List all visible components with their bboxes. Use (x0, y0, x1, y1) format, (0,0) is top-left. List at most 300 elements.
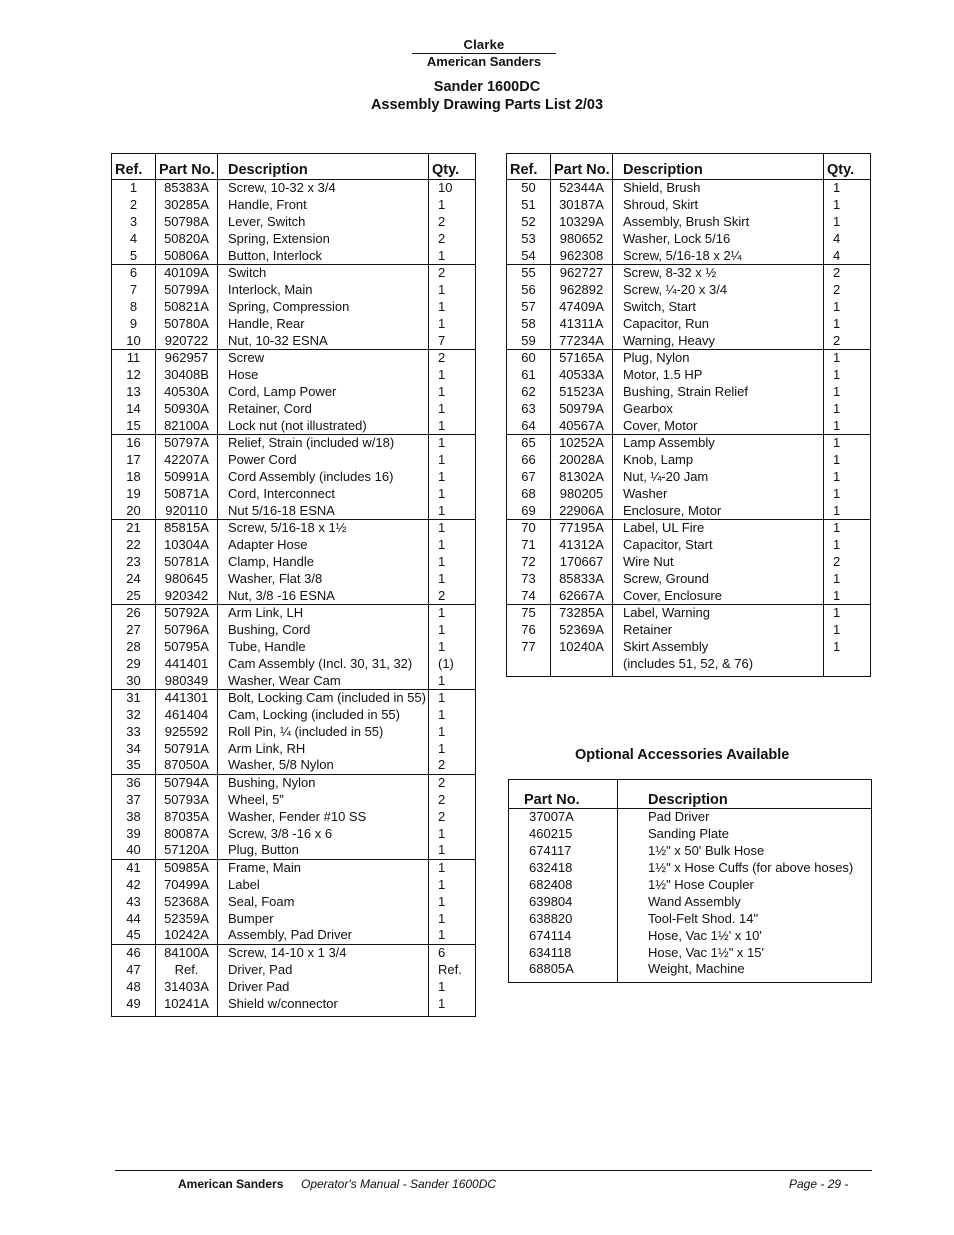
cell-qty: 2 (438, 587, 446, 603)
cell-ref: 73 (507, 570, 551, 587)
cell-ref: 53 (507, 230, 551, 247)
cell-qty: 1 (438, 910, 446, 926)
cell-description: Shield w/connector (218, 995, 429, 1016)
footer-manual-title: Operator's Manual - Sander 1600DC (301, 1177, 497, 1191)
cell-qty: 2 (438, 792, 446, 808)
cell-qty: 1 (438, 893, 446, 909)
cell-ref: 60 (507, 349, 551, 366)
cell-qty: 1 (438, 638, 446, 654)
table-row (112, 877, 476, 894)
cell-ref: 47 (112, 962, 156, 979)
table-row (112, 349, 476, 366)
header-part-no: Part No. (156, 154, 218, 180)
logo-top-text: Clarke (463, 37, 505, 52)
table-row (507, 570, 871, 587)
table-row (507, 384, 871, 401)
cell-description: Cord Assembly (includes 16) (218, 469, 429, 486)
cell-ref: 13 (112, 384, 156, 401)
table-row (112, 299, 476, 316)
cell-qty: 1 (438, 707, 446, 723)
cell-ref: 67 (507, 469, 551, 486)
table-row (112, 978, 476, 995)
cell-qty: 1 (429, 689, 476, 706)
cell-part-no: 30187A (551, 197, 613, 214)
cell-part-no: 962727 (551, 264, 613, 281)
cell-ref: 74 (507, 587, 551, 604)
cell-description: Washer, Wear Cam (218, 672, 429, 689)
cell-description: Interlock, Main (218, 282, 429, 299)
cell-qty: 4 (833, 247, 841, 263)
cell-ref: 35 (112, 757, 156, 774)
cell-part-no: 50979A (551, 400, 613, 417)
cell-description: Screw, 10-32 x 3/4 (218, 180, 429, 197)
table-row (112, 230, 476, 247)
table-row (509, 843, 872, 860)
cell-description: 1½" x Hose Cuffs (for above hoses) (648, 860, 854, 876)
accessories-title: Optional Accessories Available (575, 747, 790, 763)
table-row (112, 434, 476, 451)
cell-description: Plug, Button (218, 842, 429, 859)
cell-part-no: 41312A (551, 537, 613, 554)
cell-description: Driver Pad (218, 978, 429, 995)
cell-part-no: 50794A (156, 774, 218, 791)
cell-qty: 1 (824, 604, 871, 621)
cell-ref: 41 (112, 859, 156, 876)
table-row (507, 655, 871, 676)
cell-qty: 7 (438, 332, 446, 348)
table-row (112, 485, 476, 502)
table-row (507, 282, 871, 299)
cell-part-no: 980652 (551, 230, 613, 247)
table-row (112, 537, 476, 554)
cell-description: Bumper (218, 910, 429, 927)
cell-qty: (1) (438, 655, 454, 671)
cell-ref: 3 (112, 214, 156, 231)
table-row (112, 655, 476, 672)
cell-ref: 6 (112, 264, 156, 281)
cell-description: 1½" Hose Coupler (648, 877, 754, 892)
cell-description: Washer, Fender #10 SS (218, 808, 429, 825)
cell-part-no: 170667 (551, 554, 613, 571)
cell-description: Handle, Front (218, 197, 429, 214)
cell-qty: 1 (438, 502, 446, 518)
cell-qty: 1 (438, 927, 446, 943)
table-row (112, 825, 476, 842)
cell-part-no: 10252A (551, 434, 613, 451)
cell-part-no: 639804 (509, 893, 618, 910)
table-row (112, 247, 476, 264)
cell-qty: 1 (438, 672, 446, 688)
table-row (112, 962, 476, 979)
cell-qty: 1 (438, 367, 446, 383)
cell-description: Capacitor, Start (613, 537, 824, 554)
cell-part-no: 52344A (551, 180, 613, 197)
logo-bottom-text: American Sanders (426, 54, 542, 69)
cell-description: Arm Link, RH (218, 740, 429, 757)
footer-divider (115, 1170, 872, 1171)
cell-part-no: 920342 (156, 587, 218, 604)
cell-ref: 76 (507, 622, 551, 639)
cell-qty: 2 (438, 808, 446, 824)
header-description: Description (218, 154, 429, 180)
table-row (507, 639, 871, 656)
cell-ref: 48 (112, 978, 156, 995)
cell-part-no: Ref. (156, 962, 218, 979)
table-row (509, 910, 872, 927)
cell-ref: 59 (507, 332, 551, 349)
table-row (507, 537, 871, 554)
cell-description: Spring, Extension (218, 230, 429, 247)
table-header-row (112, 154, 476, 180)
cell-qty: 1 (438, 877, 446, 893)
cell-ref: 10 (112, 332, 156, 349)
cell-part-no: 674117 (509, 843, 618, 860)
cell-ref: 70 (507, 519, 551, 536)
cell-description: Wire Nut (613, 554, 824, 571)
table-row (112, 944, 476, 961)
cell-qty: 1 (438, 978, 446, 994)
cell-qty: 1 (833, 587, 841, 603)
cell-part-no: 50795A (156, 639, 218, 656)
cell-qty: 1 (833, 638, 841, 654)
table-row (112, 282, 476, 299)
table-row (112, 315, 476, 332)
accessories-table (508, 779, 872, 983)
header-ref: Ref. (112, 154, 156, 180)
cell-description: Gearbox (613, 400, 824, 417)
cell-ref: 42 (112, 877, 156, 894)
cell-description: Handle, Rear (218, 315, 429, 332)
cell-description: Hose (218, 367, 429, 384)
cell-qty: 2 (438, 230, 446, 246)
cell-description: Cord, Lamp Power (218, 384, 429, 401)
cell-part-no: 52368A (156, 893, 218, 910)
cell-part-no: 40567A (551, 417, 613, 434)
cell-ref: 20 (112, 502, 156, 519)
cell-qty: 1 (833, 298, 841, 314)
cell-description: Sanding Plate (648, 826, 729, 842)
table-row (509, 877, 872, 894)
cell-ref: 68 (507, 485, 551, 502)
table-row (507, 367, 871, 384)
cell-ref: 57 (507, 299, 551, 316)
cell-qty: 1 (438, 723, 446, 739)
header-ref: Ref. (507, 154, 551, 180)
cell-description: Tube, Handle (218, 639, 429, 656)
cell-qty: 2 (429, 264, 476, 281)
cell-qty: 1 (438, 452, 446, 468)
table-row (507, 622, 871, 639)
table-row (112, 587, 476, 604)
cell-part-no: 80087A (156, 825, 218, 842)
cell-ref: 39 (112, 825, 156, 842)
cell-part-no: 50806A (156, 247, 218, 264)
cell-qty: 1 (438, 842, 446, 858)
cell-qty: 6 (429, 944, 476, 961)
cell-qty: 1 (833, 367, 841, 383)
cell-qty: 1 (833, 622, 841, 638)
cell-ref: 11 (112, 349, 156, 366)
cell-ref: 64 (507, 417, 551, 434)
cell-qty: 1 (833, 502, 841, 518)
cell-ref: 4 (112, 230, 156, 247)
cell-description: Knob, Lamp (613, 452, 824, 469)
cell-description: Assembly, Brush Skirt (613, 214, 824, 231)
cell-part-no: 638820 (509, 910, 618, 927)
header-part-no: Part No. (551, 154, 613, 180)
table-row (509, 860, 872, 877)
cell-description: Warning, Heavy (613, 332, 824, 349)
cell-description: Arm Link, LH (218, 604, 429, 621)
table-row (507, 519, 871, 536)
table-row (112, 672, 476, 689)
cell-part-no: 40109A (156, 264, 218, 281)
cell-ref: 21 (112, 519, 156, 536)
cell-part-no: 84100A (156, 944, 218, 961)
cell-part-no: 87050A (156, 757, 218, 774)
cell-ref: 43 (112, 893, 156, 910)
cell-part-no: 85383A (156, 180, 218, 197)
table-row (112, 502, 476, 519)
cell-qty: 1 (438, 247, 446, 263)
cell-part-no: 30408B (156, 367, 218, 384)
cell-ref: 23 (112, 554, 156, 571)
cell-part-no: 50796A (156, 622, 218, 639)
cell-part-no: 82100A (156, 417, 218, 434)
cell-part-no: 441401 (156, 655, 218, 672)
cell-part-no: 73285A (551, 604, 613, 621)
cell-ref: 2 (112, 197, 156, 214)
cell-part-no: 50821A (156, 299, 218, 316)
cell-ref: 66 (507, 452, 551, 469)
cell-ref: 58 (507, 315, 551, 332)
table-row (507, 502, 871, 519)
cell-part-no: 77195A (551, 519, 613, 536)
cell-ref: 50 (507, 180, 551, 197)
table-header-row (507, 154, 871, 180)
table-row (112, 417, 476, 434)
table-row (507, 247, 871, 264)
cell-qty: 1 (438, 197, 446, 213)
cell-description: Hose, Vac 1½" x 15' (648, 944, 764, 960)
cell-description: Adapter Hose (218, 537, 429, 554)
cell-description: Skirt Assembly (613, 639, 824, 656)
table-row (112, 792, 476, 809)
cell-qty: 1 (833, 485, 841, 501)
cell-part-no: 50780A (156, 315, 218, 332)
cell-description: Assembly, Pad Driver (218, 927, 429, 944)
cell-part-no: 57120A (156, 842, 218, 859)
table-row (509, 809, 872, 826)
cell-part-no: 87035A (156, 808, 218, 825)
cell-part-no: 980349 (156, 672, 218, 689)
cell-qty: 2 (824, 264, 871, 281)
cell-description: Washer, Flat 3/8 (218, 570, 429, 587)
table-row (112, 893, 476, 910)
cell-description: Motor, 1.5 HP (613, 367, 824, 384)
cell-description: Enclosure, Motor (613, 502, 824, 519)
cell-description: Cam Assembly (Incl. 30, 31, 32) (218, 655, 429, 672)
cell-qty: 1 (833, 315, 841, 331)
cell-part-no: 441301 (156, 689, 218, 706)
cell-description: Bushing, Strain Relief (613, 384, 824, 401)
table-row (507, 469, 871, 486)
cell-part-no: 41311A (551, 315, 613, 332)
cell-description: Cam, Locking (included in 55) (218, 707, 429, 724)
cell-qty: 1 (438, 468, 446, 484)
cell-qty: 1 (438, 622, 446, 638)
table-row (507, 485, 871, 502)
header-description: Description (618, 780, 872, 809)
cell-ref: 17 (112, 452, 156, 469)
table-row (112, 808, 476, 825)
table-row (507, 230, 871, 247)
cell-ref: 7 (112, 282, 156, 299)
cell-description: Screw, 14-10 x 1 3/4 (218, 944, 429, 961)
cell-description: Pad Driver (648, 809, 710, 825)
table-row (112, 622, 476, 639)
cell-ref: 62 (507, 384, 551, 401)
cell-description: Driver, Pad (218, 962, 429, 979)
cell-description: (includes 51, 52, & 76) (613, 655, 824, 676)
cell-ref: 19 (112, 485, 156, 502)
cell-qty: 1 (438, 740, 446, 756)
cell-qty: 1 (833, 537, 841, 553)
cell-part-no: 52359A (156, 910, 218, 927)
cell-qty: 1 (438, 282, 446, 298)
cell-ref: 8 (112, 299, 156, 316)
cell-ref: 12 (112, 367, 156, 384)
table-row (112, 927, 476, 944)
cell-qty: 2 (833, 332, 841, 348)
cell-description: Spring, Compression (218, 299, 429, 316)
cell-description: Cord, Interconnect (218, 485, 429, 502)
cell-ref: 52 (507, 214, 551, 231)
table-row (507, 264, 871, 281)
cell-part-no: 920110 (156, 502, 218, 519)
cell-ref: 54 (507, 247, 551, 264)
cell-qty: 2 (438, 757, 446, 773)
cell-part-no: 10241A (156, 995, 218, 1016)
cell-ref: 49 (112, 995, 156, 1016)
table-row (112, 452, 476, 469)
cell-description: Washer, Lock 5/16 (613, 230, 824, 247)
cell-part-no: 42207A (156, 452, 218, 469)
cell-part-no: 50985A (156, 859, 218, 876)
cell-ref: 15 (112, 417, 156, 434)
cell-part-no: 47409A (551, 299, 613, 316)
cell-qty: 1 (833, 197, 841, 213)
table-row (112, 180, 476, 197)
table-row (507, 434, 871, 451)
table-row (112, 639, 476, 656)
table-row (509, 961, 872, 982)
cell-part-no: 85833A (551, 570, 613, 587)
cell-qty (824, 655, 871, 676)
cell-description: Wheel, 5" (218, 792, 429, 809)
table-row (112, 995, 476, 1016)
table-row (112, 400, 476, 417)
cell-ref: 69 (507, 502, 551, 519)
cell-ref: 5 (112, 247, 156, 264)
table-row (112, 570, 476, 587)
cell-description: Lamp Assembly (613, 434, 824, 451)
cell-qty: 1 (438, 825, 446, 841)
table-row (112, 707, 476, 724)
cell-qty: 2 (429, 774, 476, 791)
table-row (112, 859, 476, 876)
cell-part-no: 10242A (156, 927, 218, 944)
cell-description: Wand Assembly (648, 893, 741, 909)
cell-part-no: 70499A (156, 877, 218, 894)
cell-part-no: 461404 (156, 707, 218, 724)
table-row (112, 519, 476, 536)
cell-description: Capacitor, Run (613, 315, 824, 332)
cell-qty: 1 (429, 859, 476, 876)
table-row (507, 349, 871, 366)
cell-qty: 1 (824, 519, 871, 536)
cell-ref: 25 (112, 587, 156, 604)
table-header-row (509, 780, 872, 809)
cell-qty: 1 (833, 400, 841, 416)
cell-description: Nut, 10-32 ESNA (218, 332, 429, 349)
cell-qty: 1 (438, 400, 446, 416)
cell-ref: 27 (112, 622, 156, 639)
cell-ref: 28 (112, 639, 156, 656)
cell-part-no (551, 655, 613, 676)
cell-description: Lock nut (not illustrated) (218, 417, 429, 434)
cell-ref: 44 (112, 910, 156, 927)
cell-description: Label (218, 877, 429, 894)
cell-ref: 61 (507, 367, 551, 384)
cell-qty: 2 (438, 213, 446, 229)
table-row (112, 724, 476, 741)
cell-part-no: 57165A (551, 349, 613, 366)
brand-logo (412, 38, 556, 69)
table-row (509, 944, 872, 961)
cell-ref: 45 (112, 927, 156, 944)
cell-ref: 14 (112, 400, 156, 417)
table-row (112, 367, 476, 384)
cell-part-no: 50991A (156, 469, 218, 486)
cell-part-no: 50799A (156, 282, 218, 299)
cell-description: Frame, Main (218, 859, 429, 876)
cell-description: Screw, 5/16-18 x 1½ (218, 519, 429, 536)
cell-qty: 1 (824, 349, 871, 366)
cell-part-no: 50820A (156, 230, 218, 247)
cell-ref: 71 (507, 537, 551, 554)
page-subtitle: Assembly Drawing Parts List 2/03 (370, 97, 604, 113)
page-title: Sander 1600DC (433, 79, 541, 95)
footer-page-number: Page - 29 - (789, 1177, 849, 1191)
table-row (507, 299, 871, 316)
cell-ref: 31 (112, 689, 156, 706)
cell-part-no: 10240A (551, 639, 613, 656)
cell-ref: 72 (507, 554, 551, 571)
cell-part-no: 50793A (156, 792, 218, 809)
cell-part-no: 37007A (509, 809, 618, 826)
cell-description: Nut, 3/8 -16 ESNA (218, 587, 429, 604)
cell-description: Screw, Ground (613, 570, 824, 587)
table-row (507, 315, 871, 332)
cell-description: Nut, ¼-20 Jam (613, 469, 824, 486)
cell-part-no: 980205 (551, 485, 613, 502)
cell-ref: 65 (507, 434, 551, 451)
cell-description: Bushing, Cord (218, 622, 429, 639)
cell-description: Relief, Strain (included w/18) (218, 434, 429, 451)
cell-part-no: 980645 (156, 570, 218, 587)
cell-ref: 24 (112, 570, 156, 587)
